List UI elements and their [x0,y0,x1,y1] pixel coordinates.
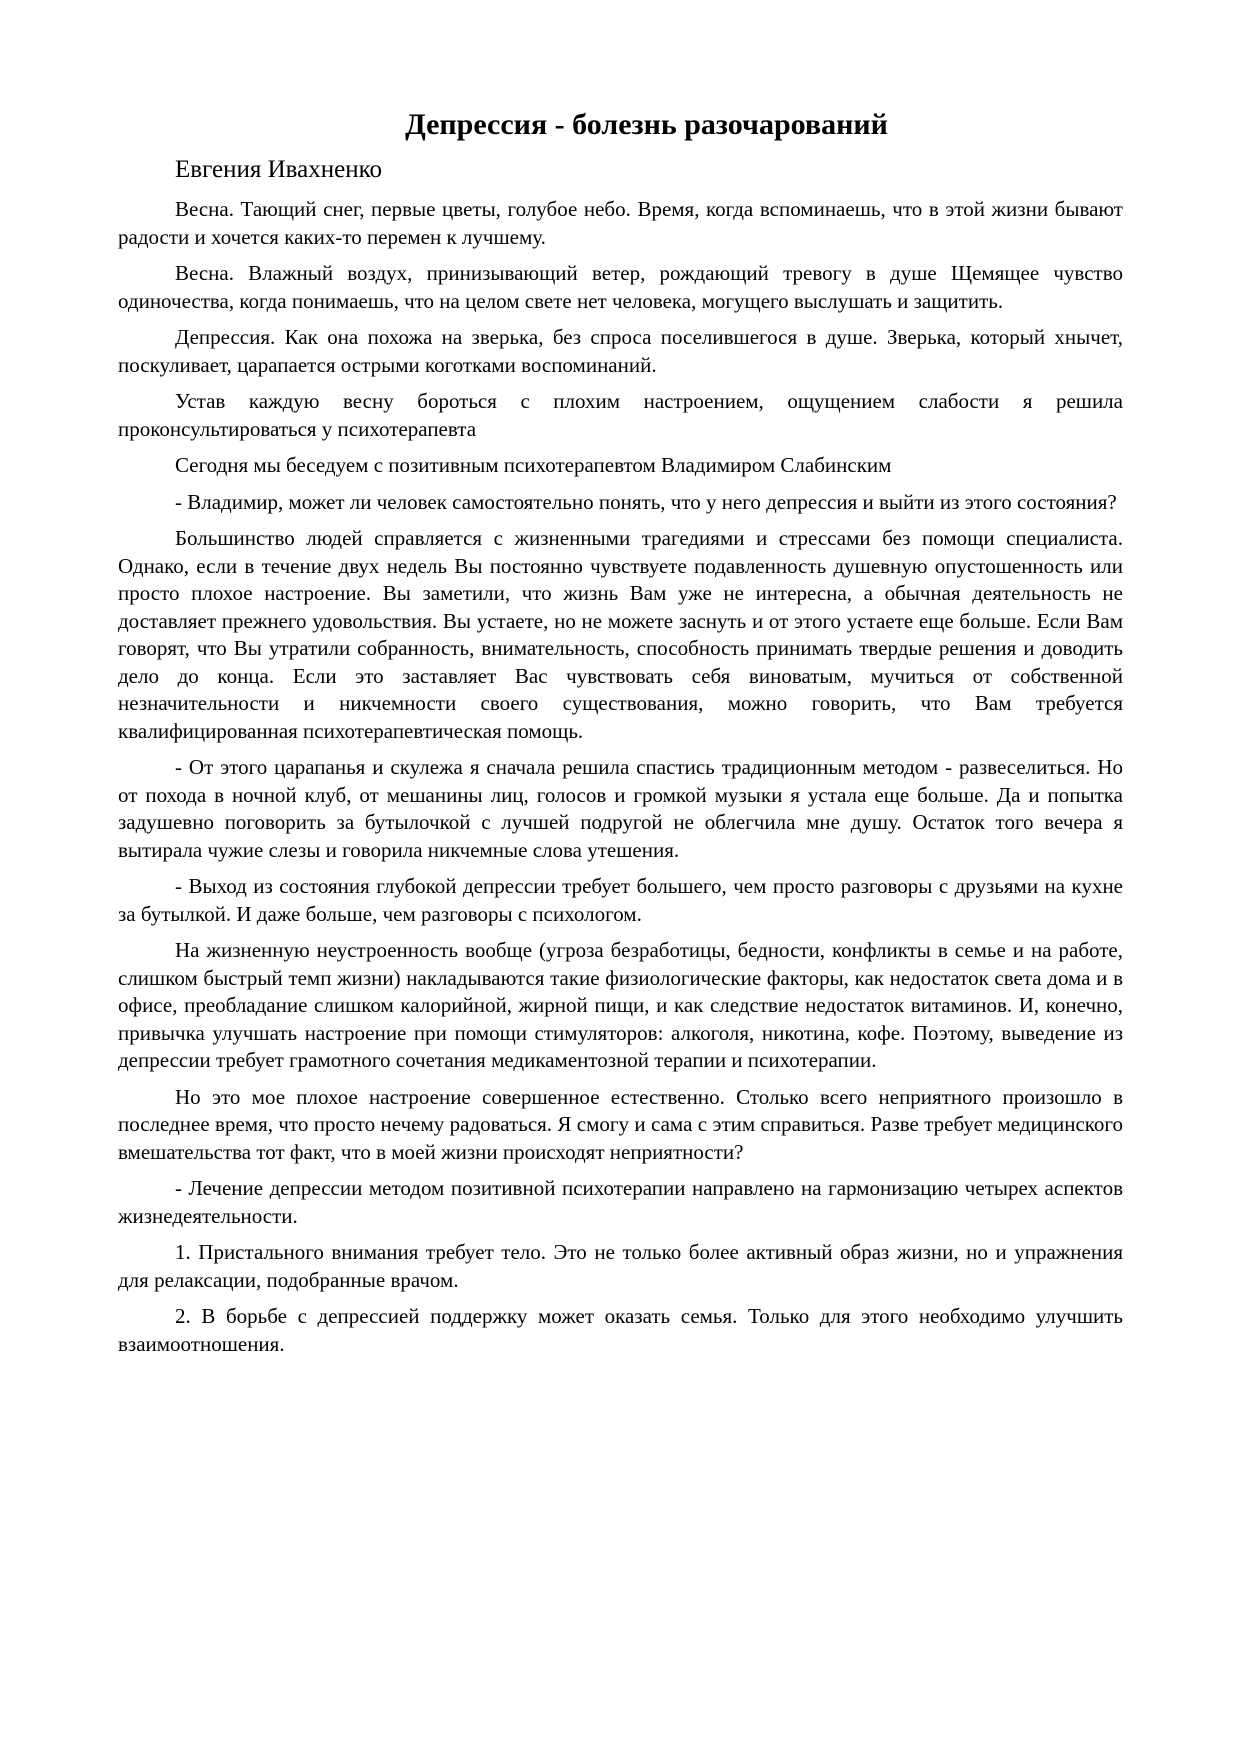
paragraph-12: - Лечение депрессии методом позитивной психотерапии направлено на гармонизацию четырех аспектов жизнедеятельности. [118,1176,1123,1228]
paragraph-5: Сегодня мы беседуем с позитивным психотерапевтом Владимиром Слабинским [175,453,892,477]
paragraph-14: 2. В борьбе с депрессией поддержку может оказать семья. Только для этого необходимо улучшить взаимоотношения. [118,1304,1123,1356]
paragraph-10: На жизненную неустроенность вообще (угроза безработицы, бедности, конфликты в семье и на работе, слишком быстрый темп жизни) накладываются такие физиологические факторы, как недостаток света дома и в офисе, преобладание слишком калорийной, жирной пищи, и как следствие недостаток витаминов. И, конечно, привычка улучшать настроение при помощи стимуляторов: алкоголя, никотина, кофе. Поэтому, выведение из депрессии требует грамотного сочетания медикаментозной терапии и психотерапии. [118,938,1123,1072]
paragraph-6: - Владимир, может ли человек самостоятельно понять, что у него депрессия и выйти из этого состояния? [175,489,1117,514]
paragraph-7: Большинство людей справляется с жизненными трагедиями и стрессами без помощи специалиста. Однако, если в течение двух недель Вы постоянно чувствуете подавленность душевную опустошенность или просто плохое настроение. Вы заметили, что жизнь Вам уже не интересна, а обычная деятельность не доставляет прежнего удовольствия. Вы устаете, но не можете заснуть и от этого устаете еще больше. Если Вам говорят, что Вы утратили собранность, внимательность, способность принимать твердые решения и доводить дело до конца. Если это заставляет Вас чувствовать себя виноватым, мучиться от собственной незначительности и никчемности своего существования, можно говорить, что Вам требуется квалифицированная психотерапевтическая помощь. [118,526,1123,743]
paragraph-2: Весна. Влажный воздух, принизывающий ветер, рождающий тревогу в душе Щемящее чувство одиночества, когда понимаешь, что на целом свете нет человека, могущего выслушать и защитить. [118,261,1123,313]
document-title: Депрессия - болезнь разочарований [405,108,888,141]
paragraph-13: 1. Пристального внимания требует тело. Это не только более активный образ жизни, но и упражнения для релаксации, подобранные врачом. [118,1240,1123,1292]
paragraph-1: Весна. Тающий снег, первые цветы, голубое небо. Время, когда вспоминаешь, что в этой жизни бывают радости и хочется каких-то перемен к лучшему. [118,197,1123,249]
paragraph-8: - От этого царапанья и скулежа я сначала решила спастись традиционным методом - развеселиться. Но от похода в ночной клуб, от мешанины лиц, голосов и громкой музыки я устала еще больше. Да и попытка задушевно поговорить за бутылочкой с лучшей подругой не облегчила мне душу. Остаток того вечера я вытирала чужие слезы и говорила никчемные слова утешения. [118,755,1123,862]
paragraph-9: - Выход из состояния глубокой депрессии требует большего, чем просто разговоры с друзьями на кухне за бутылкой. И даже больше, чем разговоры с психологом. [118,874,1123,926]
paragraph-11: Но это мое плохое настроение совершенное естественно. Столько всего неприятного произошло в последнее время, что просто нечему радоваться. Я смогу и сама с этим справиться. Разве требует медицинского вмешательства тот факт, что в моей жизни происходят неприятности? [118,1084,1123,1164]
author-name: Евгения Ивахненко [175,156,382,183]
document-page [118,108,1123,1367]
paragraph-3: Депрессия. Как она похожа на зверька, без спроса поселившегося в душе. Зверька, который хнычет, поскуливает, царапается острыми коготками воспоминаний. [118,325,1123,377]
paragraph-4: Устав каждую весну бороться с плохим настроением, ощущением слабости я решила проконсультироваться у психотерапевта [118,389,1123,441]
